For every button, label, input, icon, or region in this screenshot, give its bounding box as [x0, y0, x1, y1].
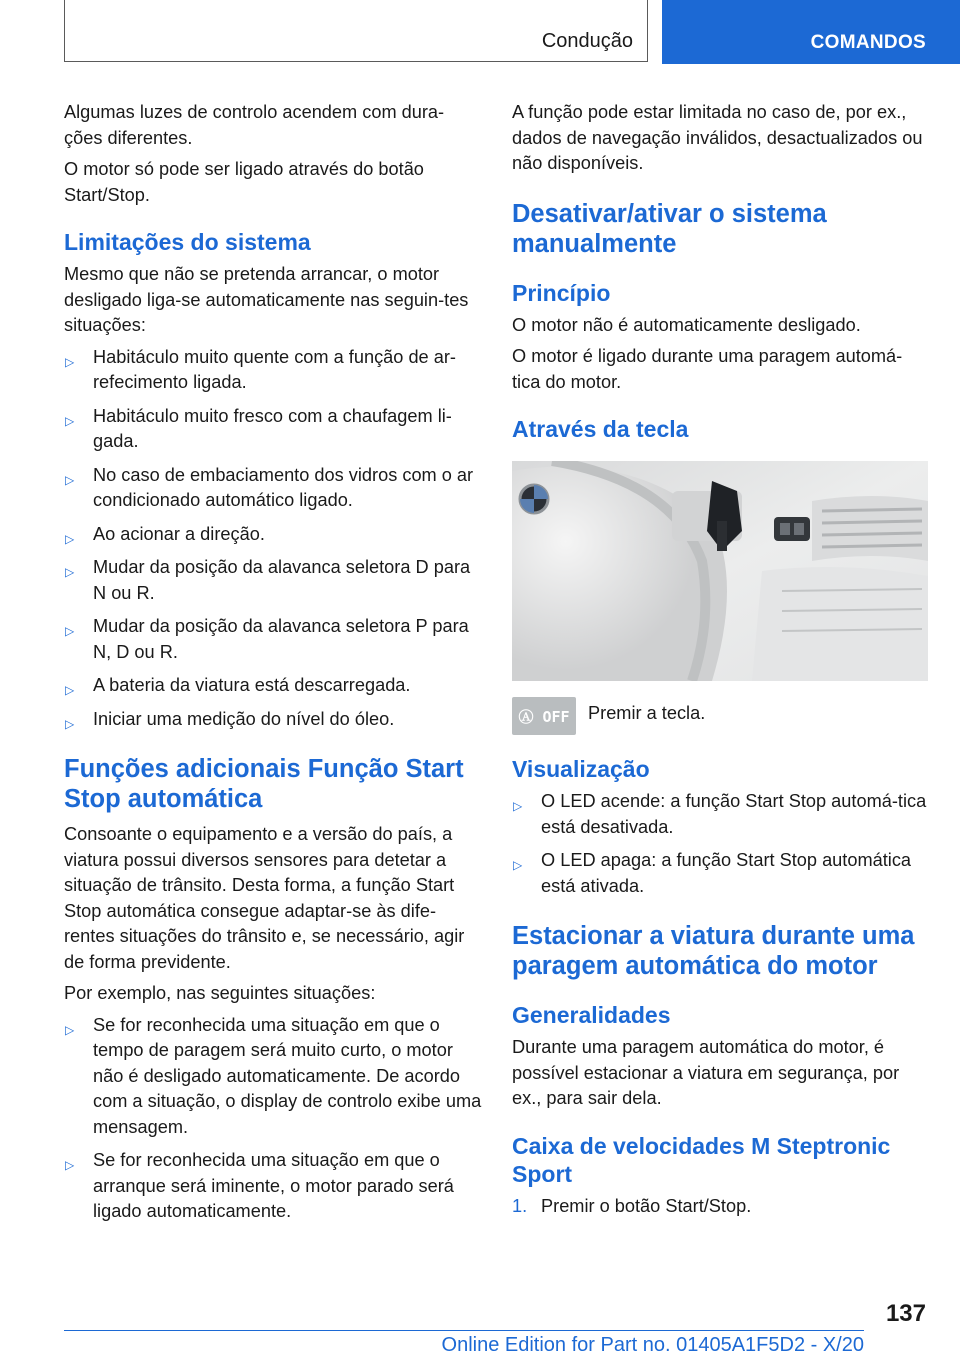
header-section-box [64, 0, 648, 62]
list-item: ▷ Mudar da posição da alavanca seletora P para N, D ou R. [65, 616, 469, 662]
bullet-triangle-icon: ▷ [513, 858, 523, 872]
paragraph: A função pode estar limitada no caso de, por ex., dados de navegação inválidos, desactualizados ou não disponíveis. [512, 102, 923, 173]
paragraph: O motor é ligado durante uma paragem automá-tica do motor. [512, 346, 903, 392]
bullet-triangle-icon: ▷ [65, 472, 75, 487]
list-item: ▷ Habitáculo muito fresco com a chaufagem li-gada. [65, 405, 452, 451]
bullet-triangle-icon: ▷ [65, 716, 75, 731]
bullet-triangle-icon: ▷ [65, 531, 75, 546]
steps-list [512, 1194, 930, 1220]
paragraph: Consoante o equipamento e a versão do país, a viatura possui diversos sensores para detetar a situação de trânsito. Desta forma, a função Start Stop automática consegue adaptar-se às dife-rentes situações do trânsito e, se necessário, agir de forma previdente. [64, 824, 465, 972]
footer-edition: Online Edition for Part no. 01405A1F5D2 - X/20 [441, 1334, 864, 1356]
bullet-triangle-icon: ▷ [65, 1022, 75, 1037]
list-item: ▷ Iniciar uma medição do nível do óleo. [64, 707, 482, 733]
left-column [64, 100, 482, 1233]
heading-principle: Princípio [512, 279, 611, 306]
footer-divider [64, 1330, 864, 1331]
list-item: ▷ Habitáculo muito quente com a função de ar-refecimento ligada. [65, 346, 456, 392]
list-item: ▷ Mudar da posição da alavanca seletora D para N ou R. [65, 557, 471, 603]
paragraph: Por exemplo, nas seguintes situações: [64, 983, 376, 1003]
heading-via-key: Através da tecla [512, 416, 689, 442]
list-item: ▷ Se for reconhecida uma situação em que o tempo de paragem será muito curto, o motor não é desligado automaticamente. De acordo com a situação, o display de controlo exibe uma mensagem. [65, 1014, 482, 1137]
heading-general: Generalidades [512, 1002, 671, 1028]
heading-system-limits: Limitações do sistema [64, 229, 311, 255]
list-item: ▷ O LED acende: a função Start Stop automá-tica está desativada. [513, 791, 927, 837]
paragraph: Premir a tecla. [588, 703, 706, 723]
step-number: 1. [512, 1195, 528, 1216]
header-section-title: Condução [541, 30, 633, 52]
paragraph: O motor não é automaticamente desligado. [512, 314, 861, 335]
heading-manual-toggle: Desativar/ativar o sistema manualmente [512, 199, 827, 258]
bullet-triangle-icon: ▷ [65, 565, 75, 579]
page-number: 137 [885, 1300, 926, 1327]
bullet-triangle-icon: ▷ [65, 354, 75, 369]
key-instruction [512, 697, 930, 735]
bullet-triangle-icon: ▷ [65, 683, 75, 697]
list-item: ▷ O LED apaga: a função Start Stop automática está ativada. [513, 850, 912, 896]
heading-parking: Estacionar a viatura durante uma paragem automática do motor [512, 922, 915, 980]
heading-display: Visualização [512, 756, 650, 782]
right-column [512, 100, 930, 1227]
list-item: ▷ A bateria da viatura está descarregada. [64, 673, 482, 699]
auto-start-stop-off-icon: Ⓐ OFF [512, 697, 576, 735]
header-chapter-title: COMANDOS [810, 32, 926, 53]
limits-list [64, 345, 482, 733]
bullet-triangle-icon: ▷ [65, 413, 75, 428]
bullet-triangle-icon: ▷ [513, 799, 523, 813]
list-item: 1. Premir o botão Start/Stop. [512, 1194, 930, 1220]
situations-list [64, 1013, 482, 1225]
paragraph: Durante uma paragem automática do motor, é possível estacionar a viatura em segurança, por ex., para sair dela. [512, 1037, 900, 1108]
heading-additional-functions: Funções adicionais Função Start Stop automática [64, 755, 464, 813]
dashboard-photo [512, 461, 928, 681]
list-item: ▷ Se for reconhecida uma situação em que o arranque será iminente, o motor parado será ligado automaticamente. [65, 1150, 454, 1221]
bullet-triangle-icon: ▷ [65, 624, 75, 638]
paragraph: O motor só pode ser ligado através do botão Start/Stop. [64, 159, 424, 205]
paragraph: Mesmo que não se pretenda arrancar, o motor desligado liga-se automaticamente nas seguin-tes situações: [64, 264, 469, 335]
header-chapter-tab [662, 0, 960, 64]
heading-gearbox: Caixa de velocidades M Steptronic Sport [512, 1132, 891, 1187]
paragraph: Algumas luzes de controlo acendem com dura-ções diferentes. [64, 102, 445, 148]
list-item: ▷ Ao acionar a direção. [64, 522, 482, 548]
list-item: ▷ No caso de embaciamento dos vidros com o ar condicionado automático ligado. [65, 464, 474, 510]
bullet-triangle-icon: ▷ [65, 1158, 75, 1172]
display-list [512, 789, 930, 899]
